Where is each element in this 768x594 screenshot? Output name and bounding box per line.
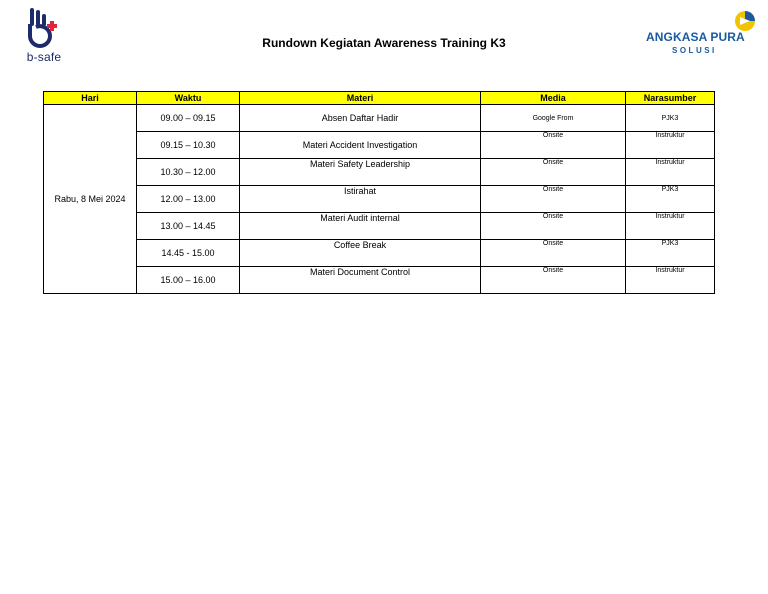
- narasumber-cell: Instruktur: [626, 132, 715, 159]
- media-cell: Google From: [481, 105, 626, 132]
- narasumber-cell: PJK3: [626, 186, 715, 213]
- rundown-table: [43, 91, 715, 294]
- media-cell: Onsite: [481, 240, 626, 267]
- table-row: [44, 213, 715, 240]
- time-cell: 14.45 - 15.00: [137, 240, 240, 267]
- table-row: [44, 186, 715, 213]
- narasumber-cell: PJK3: [626, 105, 715, 132]
- header-materi: Materi: [240, 92, 481, 105]
- materi-cell: Absen Daftar Hadir: [240, 105, 481, 132]
- materi-cell: Materi Safety Leadership: [240, 159, 481, 186]
- page-title: Rundown Kegiatan Awareness Training K3: [262, 36, 506, 50]
- media-cell: Onsite: [481, 132, 626, 159]
- media-cell: Onsite: [481, 186, 626, 213]
- b-safe-wordmark: b-safe: [26, 50, 62, 64]
- media-cell: Onsite: [481, 267, 626, 294]
- materi-cell: Materi Audit internal: [240, 213, 481, 240]
- b-safe-logo: [16, 6, 72, 64]
- materi-cell: Coffee Break: [240, 240, 481, 267]
- table-row: [44, 240, 715, 267]
- table-row: [44, 267, 715, 294]
- angkasa-pura-emblem-icon: [734, 10, 756, 32]
- header-narasumber: Narasumber: [626, 92, 715, 105]
- time-cell: 13.00 – 14.45: [137, 213, 240, 240]
- table-header-row: [44, 92, 715, 105]
- angkasa-pura-subtitle: SOLUSI: [672, 46, 717, 55]
- media-cell: Onsite: [481, 213, 626, 240]
- table-row: [44, 132, 715, 159]
- header-waktu: Waktu: [137, 92, 240, 105]
- time-cell: 10.30 – 12.00: [137, 159, 240, 186]
- angkasa-pura-logo: [640, 10, 758, 60]
- time-cell: 15.00 – 16.00: [137, 267, 240, 294]
- narasumber-cell: PJK3: [626, 240, 715, 267]
- header-media: Media: [481, 92, 626, 105]
- media-cell: Onsite: [481, 159, 626, 186]
- table-row: [44, 105, 715, 132]
- time-cell: 09.15 – 10.30: [137, 132, 240, 159]
- header-hari: Hari: [44, 92, 137, 105]
- materi-cell: Materi Document Control: [240, 267, 481, 294]
- narasumber-cell: Instruktur: [626, 159, 715, 186]
- angkasa-pura-wordmark: ANGKASA PURA: [646, 30, 745, 44]
- narasumber-cell: Instruktur: [626, 267, 715, 294]
- narasumber-cell: Instruktur: [626, 213, 715, 240]
- day-cell: Rabu, 8 Mei 2024: [44, 105, 137, 294]
- time-cell: 12.00 – 13.00: [137, 186, 240, 213]
- table-row: [44, 159, 715, 186]
- materi-cell: Materi Accident Investigation: [240, 132, 481, 159]
- time-cell: 09.00 – 09.15: [137, 105, 240, 132]
- materi-cell: Istirahat: [240, 186, 481, 213]
